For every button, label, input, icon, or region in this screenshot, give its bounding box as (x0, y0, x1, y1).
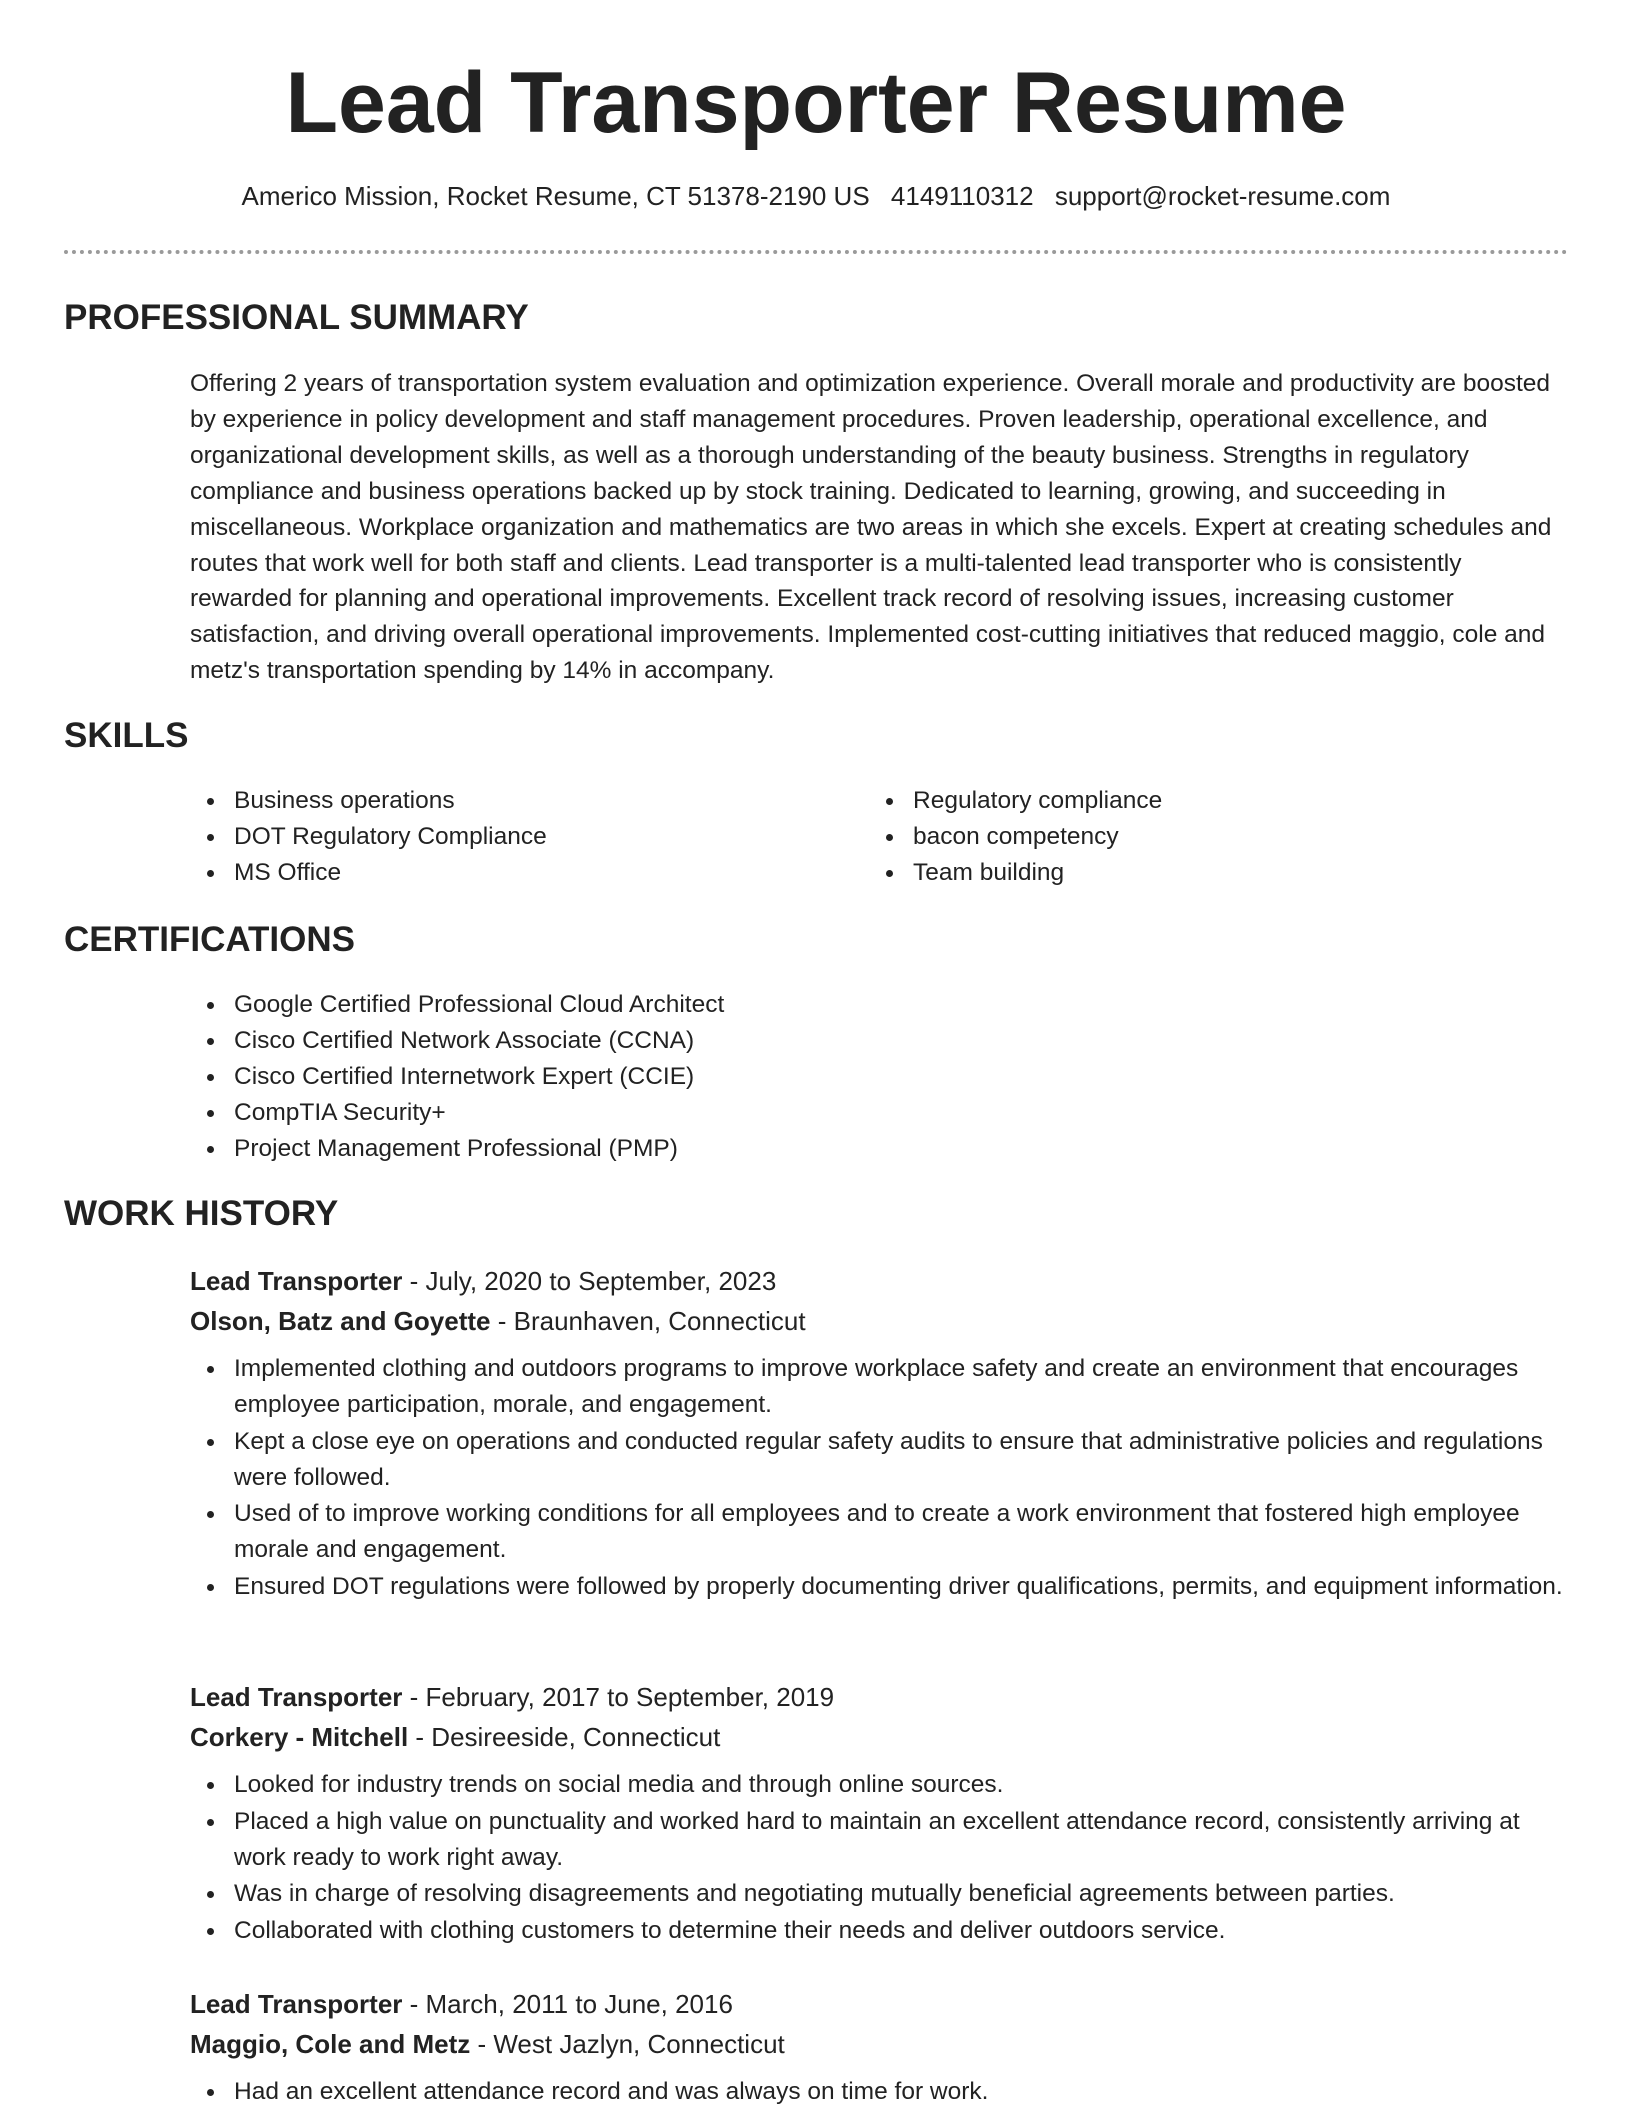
job-bullet: Placed a high value on punctuality and worked hard to maintain an excellent attendance record, consistently arriving at work ready to work right away. (190, 1804, 1570, 1876)
job-dates: - July, 2020 to September, 2023 (409, 1266, 777, 1296)
skills-heading: SKILLS (64, 716, 189, 755)
job-title-line (190, 1984, 1570, 2024)
summary-text: Offering 2 years of transportation system evaluation and optimization experience. Overall morale and productivity are boosted by experience in policy development and staff management procedures. Proven leadership, operational excellence, and organizational development skills, as well as a thorough understanding of the beauty business. Strengths in regulatory compliance and business operations backed up by stock training. Dedicated to learning, growing, and succeeding in miscellaneous. Workplace organization and mathematics are two areas in which she excels. Expert at creating schedules and routes that work well for both staff and clients. Lead transporter is a multi-talented lead transporter who is consistently rewarded for planning and operational improvements. Excellent track record of resolving issues, increasing customer satisfaction, and driving overall operational improvements. Implemented cost-cutting initiatives that reduced maggio, cole and metz's transportation spending by 14% in accompany. (190, 370, 1552, 685)
certification-item: CompTIA Security+ (190, 1095, 1490, 1131)
job-company-line (190, 1301, 1570, 1341)
certifications-heading: CERTIFICATIONS (64, 920, 356, 959)
skills-list-left (190, 783, 830, 891)
contact-address: Americo Mission, Rocket Resume, CT 51378-2190 US (241, 181, 870, 211)
job-title-line (190, 1261, 1570, 1301)
certification-item: Cisco Certified Internetwork Expert (CCIE) (190, 1059, 1490, 1095)
job-title: Lead Transporter (190, 1682, 403, 1712)
job-bullet: Ensured DOT regulations were followed by properly documenting driver qualifications, permits, and equipment information. (190, 1569, 1570, 1605)
contact-email: support@rocket-resume.com (1054, 181, 1391, 211)
skill-item: bacon competency (869, 819, 1509, 855)
job-bullet: Used of to improve working conditions for all employees and to create a work environment that fostered high employee morale and engagement. (190, 1496, 1570, 1568)
job-company: Corkery - Mitchell (190, 1722, 409, 1752)
job-title-line (190, 1677, 1570, 1717)
job-bullet: Implemented clothing and outdoors programs to improve workplace safety and create an environment that encourages employee participation, morale, and engagement. (190, 1351, 1570, 1423)
job-bullet: Kept a close eye on operations and conducted regular safety audits to ensure that administrative policies and regulations were followed. (190, 1424, 1570, 1496)
job-bullets (190, 2074, 1570, 2110)
job-location: - Desireeside, Connecticut (415, 1722, 721, 1752)
job-entry (190, 1984, 1570, 2111)
skill-item: Business operations (190, 783, 830, 819)
job-company: Olson, Batz and Goyette (190, 1306, 491, 1336)
job-dates: - March, 2011 to June, 2016 (409, 1989, 733, 2019)
work-history-heading: WORK HISTORY (64, 1194, 339, 1233)
job-company-line (190, 1717, 1570, 1757)
job-company-line (190, 2024, 1570, 2064)
job-bullet: Was in charge of resolving disagreements and negotiating mutually beneficial agreements between parties. (190, 1876, 1570, 1912)
certification-item: Cisco Certified Network Associate (CCNA) (190, 1023, 1490, 1059)
certification-item: Google Certified Professional Cloud Architect (190, 987, 1490, 1023)
job-title: Lead Transporter (190, 1266, 403, 1296)
certifications-list (190, 987, 1490, 1167)
contact-line (0, 181, 1632, 212)
job-bullets (190, 1767, 1570, 1949)
skill-item: MS Office (190, 855, 830, 891)
job-bullet: Had an excellent attendance record and was always on time for work. (190, 2074, 1570, 2110)
job-entry (190, 1261, 1570, 1605)
skill-item: DOT Regulatory Compliance (190, 819, 830, 855)
skill-item: Team building (869, 855, 1509, 891)
summary-heading: PROFESSIONAL SUMMARY (64, 298, 529, 337)
job-bullet: Looked for industry trends on social media and through online sources. (190, 1767, 1570, 1803)
job-location: - West Jazlyn, Connecticut (477, 2029, 785, 2059)
job-entry (190, 1677, 1570, 1949)
job-company: Maggio, Cole and Metz (190, 2029, 471, 2059)
contact-phone: 4149110312 (890, 181, 1034, 211)
job-dates: - February, 2017 to September, 2019 (409, 1682, 835, 1712)
job-title: Lead Transporter (190, 1989, 403, 2019)
skill-item: Regulatory compliance (869, 783, 1509, 819)
job-bullets (190, 1351, 1570, 1605)
job-bullet: Collaborated with clothing customers to determine their needs and deliver outdoors service. (190, 1913, 1570, 1949)
certification-item: Project Management Professional (PMP) (190, 1131, 1490, 1167)
page-title: Lead Transporter Resume (285, 55, 1347, 151)
skills-list-right (869, 783, 1509, 891)
job-location: - Braunhaven, Connecticut (497, 1306, 806, 1336)
header-divider (64, 250, 1568, 254)
